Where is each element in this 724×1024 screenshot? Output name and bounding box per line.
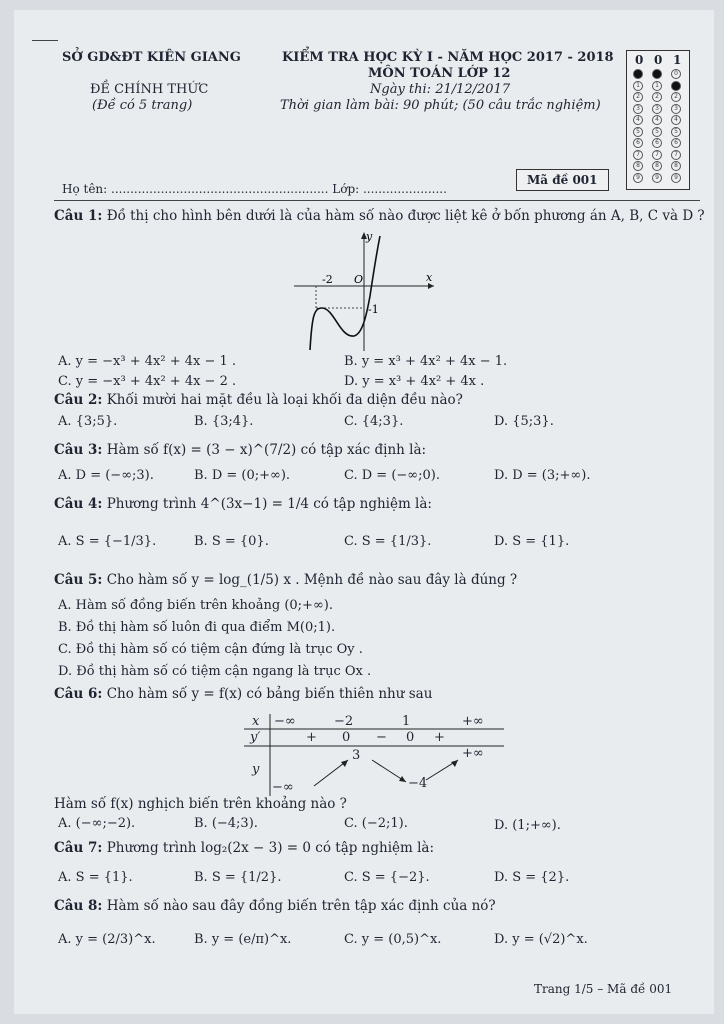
code-bubble: 4 — [671, 115, 681, 125]
graph-minus2-label: -2 — [322, 273, 333, 286]
q1-option-d[interactable]: D. y = x³ + 4x² + 4x . — [344, 374, 485, 389]
code-bubble — [652, 69, 662, 79]
q7-number: Câu 7: — [54, 840, 103, 856]
code-bubble: 3 — [633, 104, 643, 114]
q4-option-a[interactable]: A. S = {−1/3}. — [58, 534, 157, 549]
q2-text: Khối mười hai mặt đều là loại khối đa diện đều nào? — [106, 392, 463, 408]
pages-note: (Đề có 5 trang) — [92, 98, 193, 113]
vt-y-1: −∞ — [272, 780, 294, 795]
q8-option-a[interactable]: A. y = (2/3)^x. — [58, 932, 156, 947]
code-bubble: 8 — [633, 161, 643, 171]
code-bubble: 7 — [652, 150, 662, 160]
code-bubble: 9 — [671, 173, 681, 183]
graph-origin-label: O — [354, 273, 364, 286]
code-bubble: 2 — [652, 92, 662, 102]
graph-x-label: x — [426, 271, 433, 284]
code-bubble: 7 — [633, 150, 643, 160]
vt-x-2: −2 — [334, 714, 354, 729]
q3-option-c[interactable]: C. D = (−∞;0). — [344, 468, 440, 483]
q7-option-d[interactable]: D. S = {2}. — [494, 870, 570, 885]
q8-option-b[interactable]: B. y = (e/π)^x. — [194, 932, 292, 947]
q3-option-b[interactable]: B. D = (0;+∞). — [194, 468, 291, 483]
code-bubble: 5 — [633, 127, 643, 137]
vt-y-2: 3 — [352, 748, 361, 763]
department-name: SỞ GD&ĐT KIÊN GIANG — [62, 50, 241, 65]
code-bubble: 6 — [652, 138, 662, 148]
q6-option-b[interactable]: B. (−4;3). — [194, 816, 258, 831]
q5-option-a[interactable]: A. Hàm số đồng biến trên khoảng (0;+∞). — [58, 598, 333, 613]
q7-text: Phương trình log₂(2x − 3) = 0 có tập nghiệm là: — [106, 840, 435, 856]
vt-y-4: +∞ — [462, 746, 484, 761]
code-bubble: 0 — [671, 69, 681, 79]
q1-option-c[interactable]: C. y = −x³ + 4x² + 4x − 2 . — [58, 374, 237, 389]
code-bubble: 7 — [671, 150, 681, 160]
exam-date: Ngày thi: 21/12/2017 — [370, 82, 511, 97]
code-bubble: 2 — [671, 92, 681, 102]
vt-x-3: 1 — [402, 714, 411, 729]
q3-number: Câu 3: — [54, 442, 103, 458]
q5-option-c[interactable]: C. Đồ thị hàm số có tiệm cận đứng là trục Oy . — [58, 642, 363, 657]
exam-title: KIỂM TRA HỌC KỲ I - NĂM HỌC 2017 - 2018 — [282, 50, 614, 65]
code-bubble: 6 — [633, 138, 643, 148]
q6-option-a[interactable]: A. (−∞;−2). — [58, 816, 136, 831]
q3-option-d[interactable]: D. D = (3;+∞). — [494, 468, 591, 483]
q8-number: Câu 8: — [54, 898, 103, 914]
vt-sign-4: 0 — [406, 730, 415, 745]
graph-y-label: y — [366, 230, 373, 243]
code-bubble: 4 — [633, 115, 643, 125]
code-bubble — [633, 69, 643, 79]
q6-text: Cho hàm số y = f(x) có bảng biến thiên như sau — [106, 686, 433, 702]
q5-option-d[interactable]: D. Đồ thị hàm số có tiệm cận ngang là trục Ox . — [58, 664, 372, 679]
q2-option-b[interactable]: B. {3;4}. — [194, 414, 254, 429]
corner-mark — [32, 40, 58, 41]
vt-y-3: −4 — [408, 776, 428, 791]
vt-yprime-label: y′ — [250, 730, 261, 745]
exam-duration: Thời gian làm bài: 90 phút; (50 câu trắc nghiệm) — [280, 98, 601, 113]
vt-sign-5: + — [434, 730, 445, 745]
code-digit-1: 0 — [635, 53, 644, 67]
code-bubble: 2 — [633, 92, 643, 102]
code-bubble: 8 — [671, 161, 681, 171]
code-bubble: 8 — [652, 161, 662, 171]
vt-sign-1: + — [306, 730, 317, 745]
q1-number: Câu 1: — [54, 208, 103, 224]
q7-option-b[interactable]: B. S = {1/2}. — [194, 870, 282, 885]
code-bubble: 9 — [633, 173, 643, 183]
exam-sheet — [14, 10, 714, 1014]
q3-text: Hàm số f(x) = (3 − x)^(7/2) có tập xác định là: — [106, 442, 427, 458]
code-bubble: 3 — [652, 104, 662, 114]
q4-option-b[interactable]: B. S = {0}. — [194, 534, 269, 549]
q5-text: Cho hàm số y = log_(1/5) x . Mệnh đề nào sau đây là đúng ? — [106, 572, 518, 588]
code-bubble: 5 — [671, 127, 681, 137]
q2-number: Câu 2: — [54, 392, 103, 408]
code-bubble: 1 — [652, 81, 662, 91]
code-digit-3: 1 — [673, 53, 682, 67]
code-bubble: 5 — [652, 127, 662, 137]
q7-option-a[interactable]: A. S = {1}. — [58, 870, 133, 885]
q6-prompt: Hàm số f(x) nghịch biến trên khoảng nào ? — [54, 796, 347, 812]
name-class-line: Họ tên: ......................................................... Lớp: ...................... — [62, 182, 447, 196]
q1-option-b[interactable]: B. y = x³ + 4x² + 4x − 1. — [344, 354, 508, 369]
q8-option-d[interactable]: D. y = (√2)^x. — [494, 932, 588, 947]
q1-text: Đồ thị cho hình bên dưới là của hàm số nào được liệt kê ở bốn phương án A, B, C và D ? — [106, 208, 705, 224]
q4-option-d[interactable]: D. S = {1}. — [494, 534, 570, 549]
q2-option-c[interactable]: C. {4;3}. — [344, 414, 404, 429]
q5-option-b[interactable]: B. Đồ thị hàm số luôn đi qua điểm M(0;1). — [58, 620, 336, 635]
code-bubble: 9 — [652, 173, 662, 183]
q4-option-c[interactable]: C. S = {1/3}. — [344, 534, 432, 549]
code-bubble: 1 — [633, 81, 643, 91]
q7-option-c[interactable]: C. S = {−2}. — [344, 870, 430, 885]
subject-title: MÔN TOÁN LỚP 12 — [368, 66, 511, 81]
variation-table — [244, 714, 504, 796]
vt-x-1: −∞ — [274, 714, 296, 729]
vt-sign-2: 0 — [342, 730, 351, 745]
code-bubble: 3 — [671, 104, 681, 114]
code-bubble: 6 — [671, 138, 681, 148]
header-divider — [54, 200, 700, 201]
code-bubble — [671, 81, 681, 91]
official-label: ĐỀ CHÍNH THỨC — [90, 82, 209, 97]
q5-number: Câu 5: — [54, 572, 103, 588]
q4-text: Phương trình 4^(3x−1) = 1/4 có tập nghiệm là: — [106, 496, 432, 512]
vt-x-4: +∞ — [462, 714, 484, 729]
q6-option-c[interactable]: C. (−2;1). — [344, 816, 408, 831]
graph-minus1-label: -1 — [368, 303, 379, 316]
code-bubble: 4 — [652, 115, 662, 125]
q3-option-a[interactable]: A. D = (−∞;3). — [58, 468, 154, 483]
q2-option-d[interactable]: D. {5;3}. — [494, 414, 554, 429]
vt-sign-3: − — [376, 730, 387, 745]
vt-y-label: y — [252, 762, 260, 777]
q8-text: Hàm số nào sau đây đồng biến trên tập xác định của nó? — [106, 898, 496, 914]
code-digit-2: 0 — [654, 53, 663, 67]
exam-code-bubble-grid — [626, 50, 690, 190]
page-footer: Trang 1/5 – Mã đề 001 — [534, 982, 673, 996]
vt-x-label: x — [252, 714, 260, 729]
q8-option-c[interactable]: C. y = (0,5)^x. — [344, 932, 442, 947]
exam-code-box: Mã đề 001 — [516, 169, 609, 191]
q2-option-a[interactable]: A. {3;5}. — [58, 414, 118, 429]
q6-number: Câu 6: — [54, 686, 103, 702]
q1-option-a[interactable]: A. y = −x³ + 4x² + 4x − 1 . — [58, 354, 237, 369]
q4-number: Câu 4: — [54, 496, 103, 512]
q1-graph — [284, 226, 444, 356]
q6-option-d[interactable]: D. (1;+∞). — [494, 818, 561, 833]
